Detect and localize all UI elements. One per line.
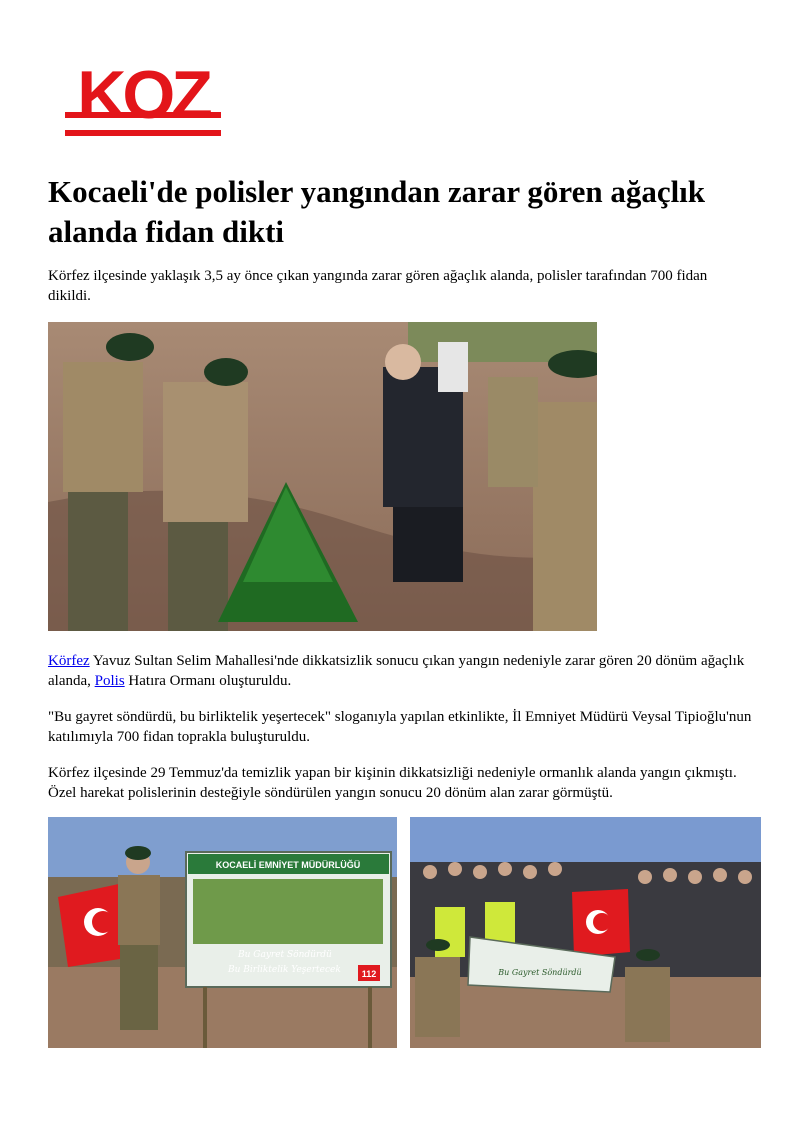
banner-title-left: KOCAELİ EMNİYET MÜDÜRLÜĞÜ bbox=[215, 860, 361, 870]
article-paragraph-1 bbox=[48, 651, 760, 691]
photo-group-with-banner-icon bbox=[410, 817, 761, 1048]
korfez-link[interactable]: Körfez bbox=[48, 653, 90, 669]
logo-text: KOZ bbox=[77, 58, 209, 133]
paragraph-1-text-b: Hatıra Ormanı oluşturuldu. bbox=[124, 673, 292, 689]
left-photo bbox=[48, 817, 397, 1048]
banner-slogan-1-left: Bu Gayret Söndürdü bbox=[238, 950, 332, 960]
article-paragraph-2: "Bu gayret söndürdü, bu birliktelik yeşertecek" sloganıyla yapılan etkinlikte, İl Emniyet Müdürü Veysal Tipioğlu'nun katılımıyla 700 fidan toprakla buluşturuldu. bbox=[48, 709, 752, 745]
article-paragraph-3: Körfez ilçesinde 29 Temmuz'da temizlik yapan bir kişinin dikkatsizliği nedeniyle ormanlık alanda yangın çıkmıştı. Özel harekat polislerinin desteğiyle söndürülen yangın sonucu 20 dönüm alan zarar görmüştü. bbox=[48, 765, 737, 801]
banner-slogan-right: Bu Gayret Söndürdü bbox=[498, 968, 582, 977]
photo-officer-with-banner-icon bbox=[48, 817, 397, 1048]
polis-link[interactable]: Polis bbox=[94, 673, 125, 689]
article-headline: Kocaeli'de polisler yangından zarar gören ağaçlık alanda fidan dikti bbox=[48, 174, 706, 249]
article-lead: Körfez ilçesinde yaklaşık 3,5 ay önce çıkan yangında zarar gören ağaçlık alanda, polisler tarafından 700 fidan dikildi. bbox=[48, 268, 708, 304]
banner-112-left: 112 bbox=[361, 969, 377, 979]
banner-slogan-2-left: Bu Birliktelik Yeşertecek bbox=[228, 965, 341, 975]
main-photo bbox=[48, 322, 597, 631]
paragraph-1-text-a: Yavuz Sultan Selim Mahallesi'nde dikkatsizlik sonucu çıkan yangın nedeniyle zarar gören 20 dönüm ağaçlık alanda, bbox=[48, 653, 745, 689]
koz-logo[interactable] bbox=[63, 58, 223, 138]
right-photo bbox=[410, 817, 761, 1048]
photo-tree-planting-icon bbox=[48, 322, 597, 631]
